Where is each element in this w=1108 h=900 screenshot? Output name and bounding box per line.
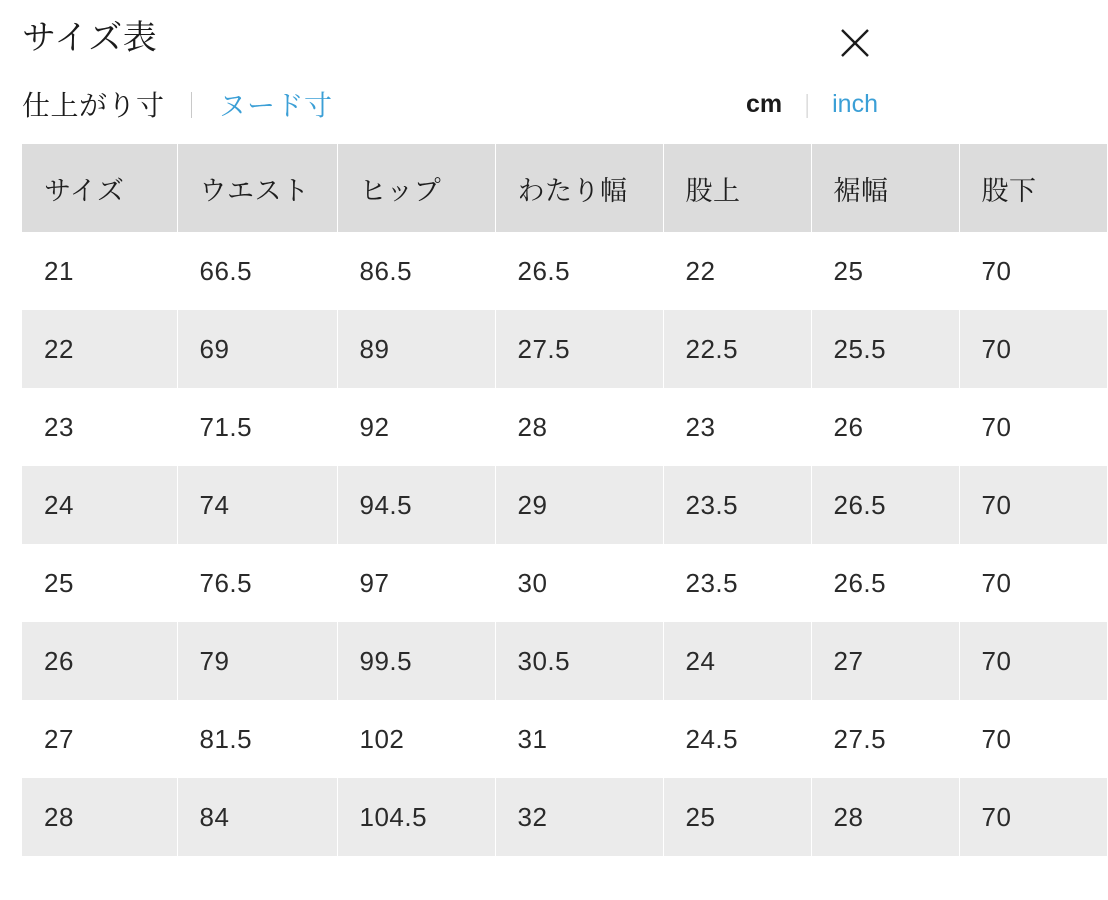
cell-size: 25 (22, 544, 177, 622)
cell-rise: 22 (663, 232, 811, 310)
cell-hip: 86.5 (337, 232, 495, 310)
cell-hem: 25.5 (811, 310, 959, 388)
column-header-rise: 股上 (663, 144, 811, 232)
cell-inseam: 70 (959, 232, 1107, 310)
column-header-waist: ウエスト (177, 144, 337, 232)
cell-thigh: 28 (495, 388, 663, 466)
cell-thigh: 29 (495, 466, 663, 544)
cell-hip: 99.5 (337, 622, 495, 700)
table-head (22, 144, 1107, 232)
cell-rise: 24 (663, 622, 811, 700)
size-table-container[interactable] (0, 144, 1037, 856)
cell-inseam: 70 (959, 544, 1107, 622)
tab-nude-measurement[interactable]: ヌード寸 (218, 90, 333, 121)
cell-inseam: 70 (959, 622, 1107, 700)
table-row (22, 544, 1107, 622)
cell-hip: 102 (337, 700, 495, 778)
cell-hem: 26.5 (811, 544, 959, 622)
column-header-size: サイズ (22, 144, 177, 232)
cell-size: 26 (22, 622, 177, 700)
cell-inseam: 70 (959, 778, 1107, 856)
unit-toggle (746, 87, 878, 122)
cell-size: 22 (22, 310, 177, 388)
unit-cm-button[interactable]: cm (745, 89, 783, 118)
tab-finished-measurement[interactable]: 仕上がり寸 (22, 90, 165, 121)
cell-hem: 26 (811, 388, 959, 466)
cell-thigh: 26.5 (495, 232, 663, 310)
table-row (22, 388, 1107, 466)
size-table (22, 144, 1108, 856)
cell-hem: 28 (811, 778, 959, 856)
cell-thigh: 30.5 (495, 622, 663, 700)
cell-size: 21 (22, 232, 177, 310)
cell-rise: 24.5 (663, 700, 811, 778)
cell-thigh: 30 (495, 544, 663, 622)
table-row (22, 232, 1107, 310)
column-header-hip: ヒップ (337, 144, 495, 232)
cell-waist: 74 (177, 466, 337, 544)
cell-hem: 27.5 (811, 700, 959, 778)
cell-hem: 26.5 (811, 466, 959, 544)
cell-hip: 89 (337, 310, 495, 388)
cell-waist: 71.5 (177, 388, 337, 466)
table-row (22, 778, 1107, 856)
cell-thigh: 32 (495, 778, 663, 856)
cell-size: 28 (22, 778, 177, 856)
cell-hip: 94.5 (337, 466, 495, 544)
modal-header (0, 0, 900, 66)
cell-rise: 25 (663, 778, 811, 856)
cell-thigh: 31 (495, 700, 663, 778)
table-header-row (22, 144, 1107, 232)
table-row (22, 700, 1107, 778)
cell-rise: 22.5 (663, 310, 811, 388)
cell-size: 27 (22, 700, 177, 778)
unit-toggle-separator: ｜ (795, 93, 820, 121)
cell-hem: 27 (811, 622, 959, 700)
unit-inch-button[interactable]: inch (832, 89, 878, 118)
cell-rise: 23.5 (663, 544, 811, 622)
table-row (22, 310, 1107, 388)
cell-waist: 69 (177, 310, 337, 388)
cell-inseam: 70 (959, 700, 1107, 778)
measurement-toggle-separator: ｜ (178, 90, 205, 121)
measurement-type-toggle (22, 84, 333, 124)
cell-rise: 23 (663, 388, 811, 466)
table-row (22, 622, 1107, 700)
cell-waist: 66.5 (177, 232, 337, 310)
table-body (22, 232, 1107, 856)
close-button[interactable] (832, 20, 878, 66)
cell-waist: 81.5 (177, 700, 337, 778)
cell-hip: 97 (337, 544, 495, 622)
cell-waist: 84 (177, 778, 337, 856)
cell-thigh: 27.5 (495, 310, 663, 388)
cell-waist: 76.5 (177, 544, 337, 622)
toggle-row (0, 66, 900, 124)
table-row (22, 466, 1107, 544)
cell-rise: 23.5 (663, 466, 811, 544)
column-header-thigh: わたり幅 (495, 144, 663, 232)
column-header-hem: 裾幅 (811, 144, 959, 232)
cell-hip: 104.5 (337, 778, 495, 856)
cell-inseam: 70 (959, 466, 1107, 544)
cell-hip: 92 (337, 388, 495, 466)
cell-hem: 25 (811, 232, 959, 310)
cell-size: 24 (22, 466, 177, 544)
close-icon (838, 26, 872, 60)
cell-waist: 79 (177, 622, 337, 700)
column-header-inseam: 股下 (959, 144, 1107, 232)
cell-inseam: 70 (959, 310, 1107, 388)
cell-inseam: 70 (959, 388, 1107, 466)
cell-size: 23 (22, 388, 177, 466)
page-title: サイズ表 (22, 19, 158, 57)
